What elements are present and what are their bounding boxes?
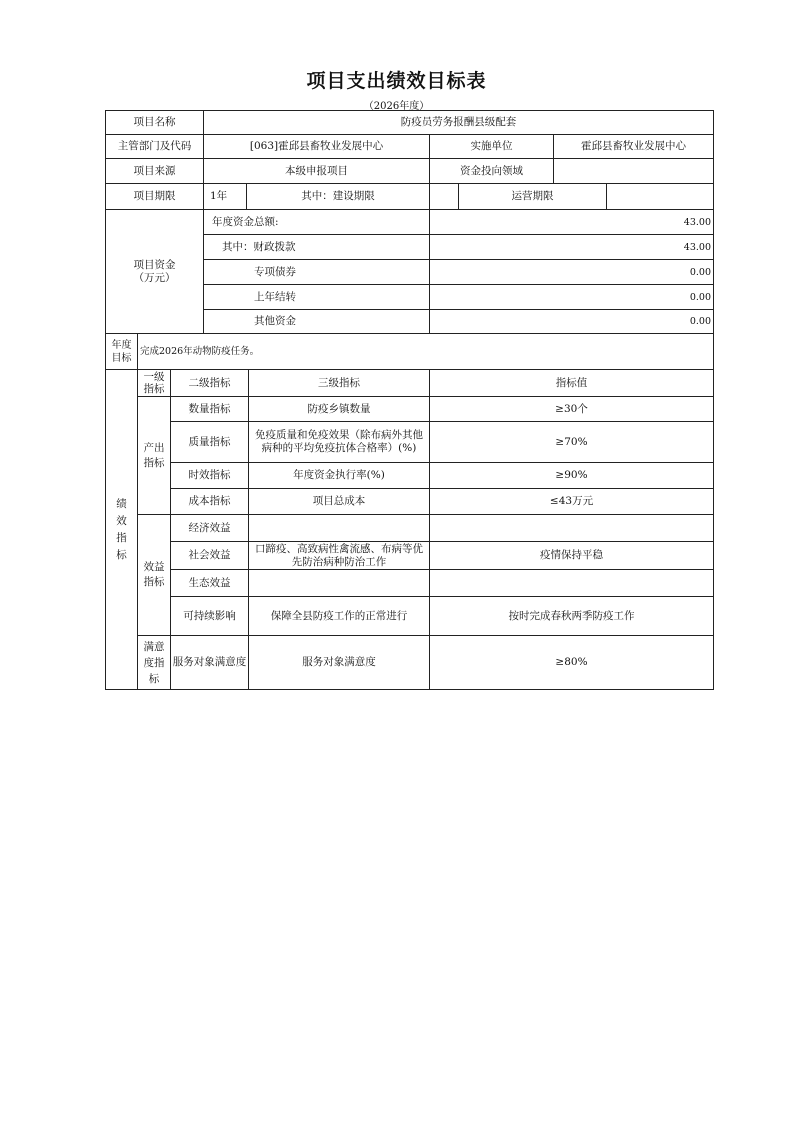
operate-period-label: 运营期限 <box>459 184 607 210</box>
indicator-l3: 口蹄疫、高致病性禽流感、布病等优先防治病种防治工作 <box>249 542 430 570</box>
indicator-l3: 年度资金执行率(%) <box>249 463 430 489</box>
fund-bond-label: 专项债券 <box>204 260 430 285</box>
indicator-l3: 保障全县防疫工作的正常进行 <box>249 597 430 636</box>
project-name-value: 防疫员劳务报酬县级配套 <box>204 111 714 135</box>
annual-goal-label: 年度目标 <box>106 334 138 370</box>
indicator-l2: 经济效益 <box>171 515 249 542</box>
indicator-l3: 服务对象满意度 <box>249 636 430 690</box>
indicator-l3: 项目总成本 <box>249 489 430 515</box>
header-level2: 二级指标 <box>171 370 249 397</box>
fund-carryover-value: 0.00 <box>430 285 714 310</box>
indicator-value <box>430 515 714 542</box>
indicator-l2: 服务对象满意度 <box>171 636 249 690</box>
dept-value: [063]霍邱县畜牧业发展中心 <box>204 135 430 159</box>
build-period-label: 其中：建设期限 <box>247 184 430 210</box>
fund-other-value: 0.00 <box>430 310 714 334</box>
annual-goal-text: 完成2026年动物防疫任务。 <box>138 334 714 370</box>
indicator-l3: 防疫乡镇数量 <box>249 397 430 422</box>
indicators-group-label: 绩效指标 <box>106 370 138 690</box>
funds-label <box>106 210 204 334</box>
header-level1: 一级指标 <box>138 370 171 397</box>
indicator-value: ≥90% <box>430 463 714 489</box>
indicator-value: ≥80% <box>430 636 714 690</box>
header-level3: 三级指标 <box>249 370 430 397</box>
impl-unit-label: 实施单位 <box>430 135 554 159</box>
indicator-l2: 数量指标 <box>171 397 249 422</box>
indicator-value: 疫情保持平稳 <box>430 542 714 570</box>
indicator-value: 按时完成春秋两季防疫工作 <box>430 597 714 636</box>
fund-other-label: 其他资金 <box>204 310 430 334</box>
satisfaction-indicator-label: 满意度指标 <box>138 636 171 690</box>
fund-bond-value: 0.00 <box>430 260 714 285</box>
indicator-l2: 质量指标 <box>171 422 249 463</box>
build-period-value <box>430 184 459 210</box>
invest-value <box>554 159 714 184</box>
indicator-value: ≥70% <box>430 422 714 463</box>
operate-period-value <box>607 184 714 210</box>
indicator-value: ≤43万元 <box>430 489 714 515</box>
indicator-l2: 可持续影响 <box>171 597 249 636</box>
indicator-l2: 成本指标 <box>171 489 249 515</box>
indicator-value <box>430 570 714 597</box>
fund-total-label: 年度资金总额: <box>204 210 430 235</box>
period-label: 项目期限 <box>106 184 204 210</box>
year-subtitle: （2026年度） <box>363 101 430 112</box>
indicator-l3: 免疫质量和免疫效果（除布病外其他病种的平均免疫抗体合格率）(%) <box>249 422 430 463</box>
period-value: 1年 <box>204 184 247 210</box>
funds-label-line2: （万元） <box>133 271 176 284</box>
indicator-l3 <box>249 570 430 597</box>
funds-label-line1: 项目资金 <box>133 258 176 271</box>
source-value: 本级申报项目 <box>204 159 430 184</box>
performance-table <box>105 110 714 690</box>
fund-fiscal-label: 其中：财政拨款 <box>204 235 430 260</box>
source-label: 项目来源 <box>106 159 204 184</box>
indicator-value: ≥30个 <box>430 397 714 422</box>
output-indicator-label: 产出指标 <box>138 397 171 515</box>
project-name-label: 项目名称 <box>106 111 204 135</box>
indicator-l3 <box>249 515 430 542</box>
fund-total-value: 43.00 <box>430 210 714 235</box>
dept-label: 主管部门及代码 <box>106 135 204 159</box>
page-title: 项目支出绩效目标表 <box>306 70 487 92</box>
impl-unit-value: 霍邱县畜牧业发展中心 <box>554 135 714 159</box>
header-value: 指标值 <box>430 370 714 397</box>
fund-fiscal-value: 43.00 <box>430 235 714 260</box>
benefit-indicator-label: 效益指标 <box>138 515 171 636</box>
fund-carryover-label: 上年结转 <box>204 285 430 310</box>
indicator-l2: 时效指标 <box>171 463 249 489</box>
indicator-l2: 生态效益 <box>171 570 249 597</box>
invest-label: 资金投向领域 <box>430 159 554 184</box>
indicator-l2: 社会效益 <box>171 542 249 570</box>
